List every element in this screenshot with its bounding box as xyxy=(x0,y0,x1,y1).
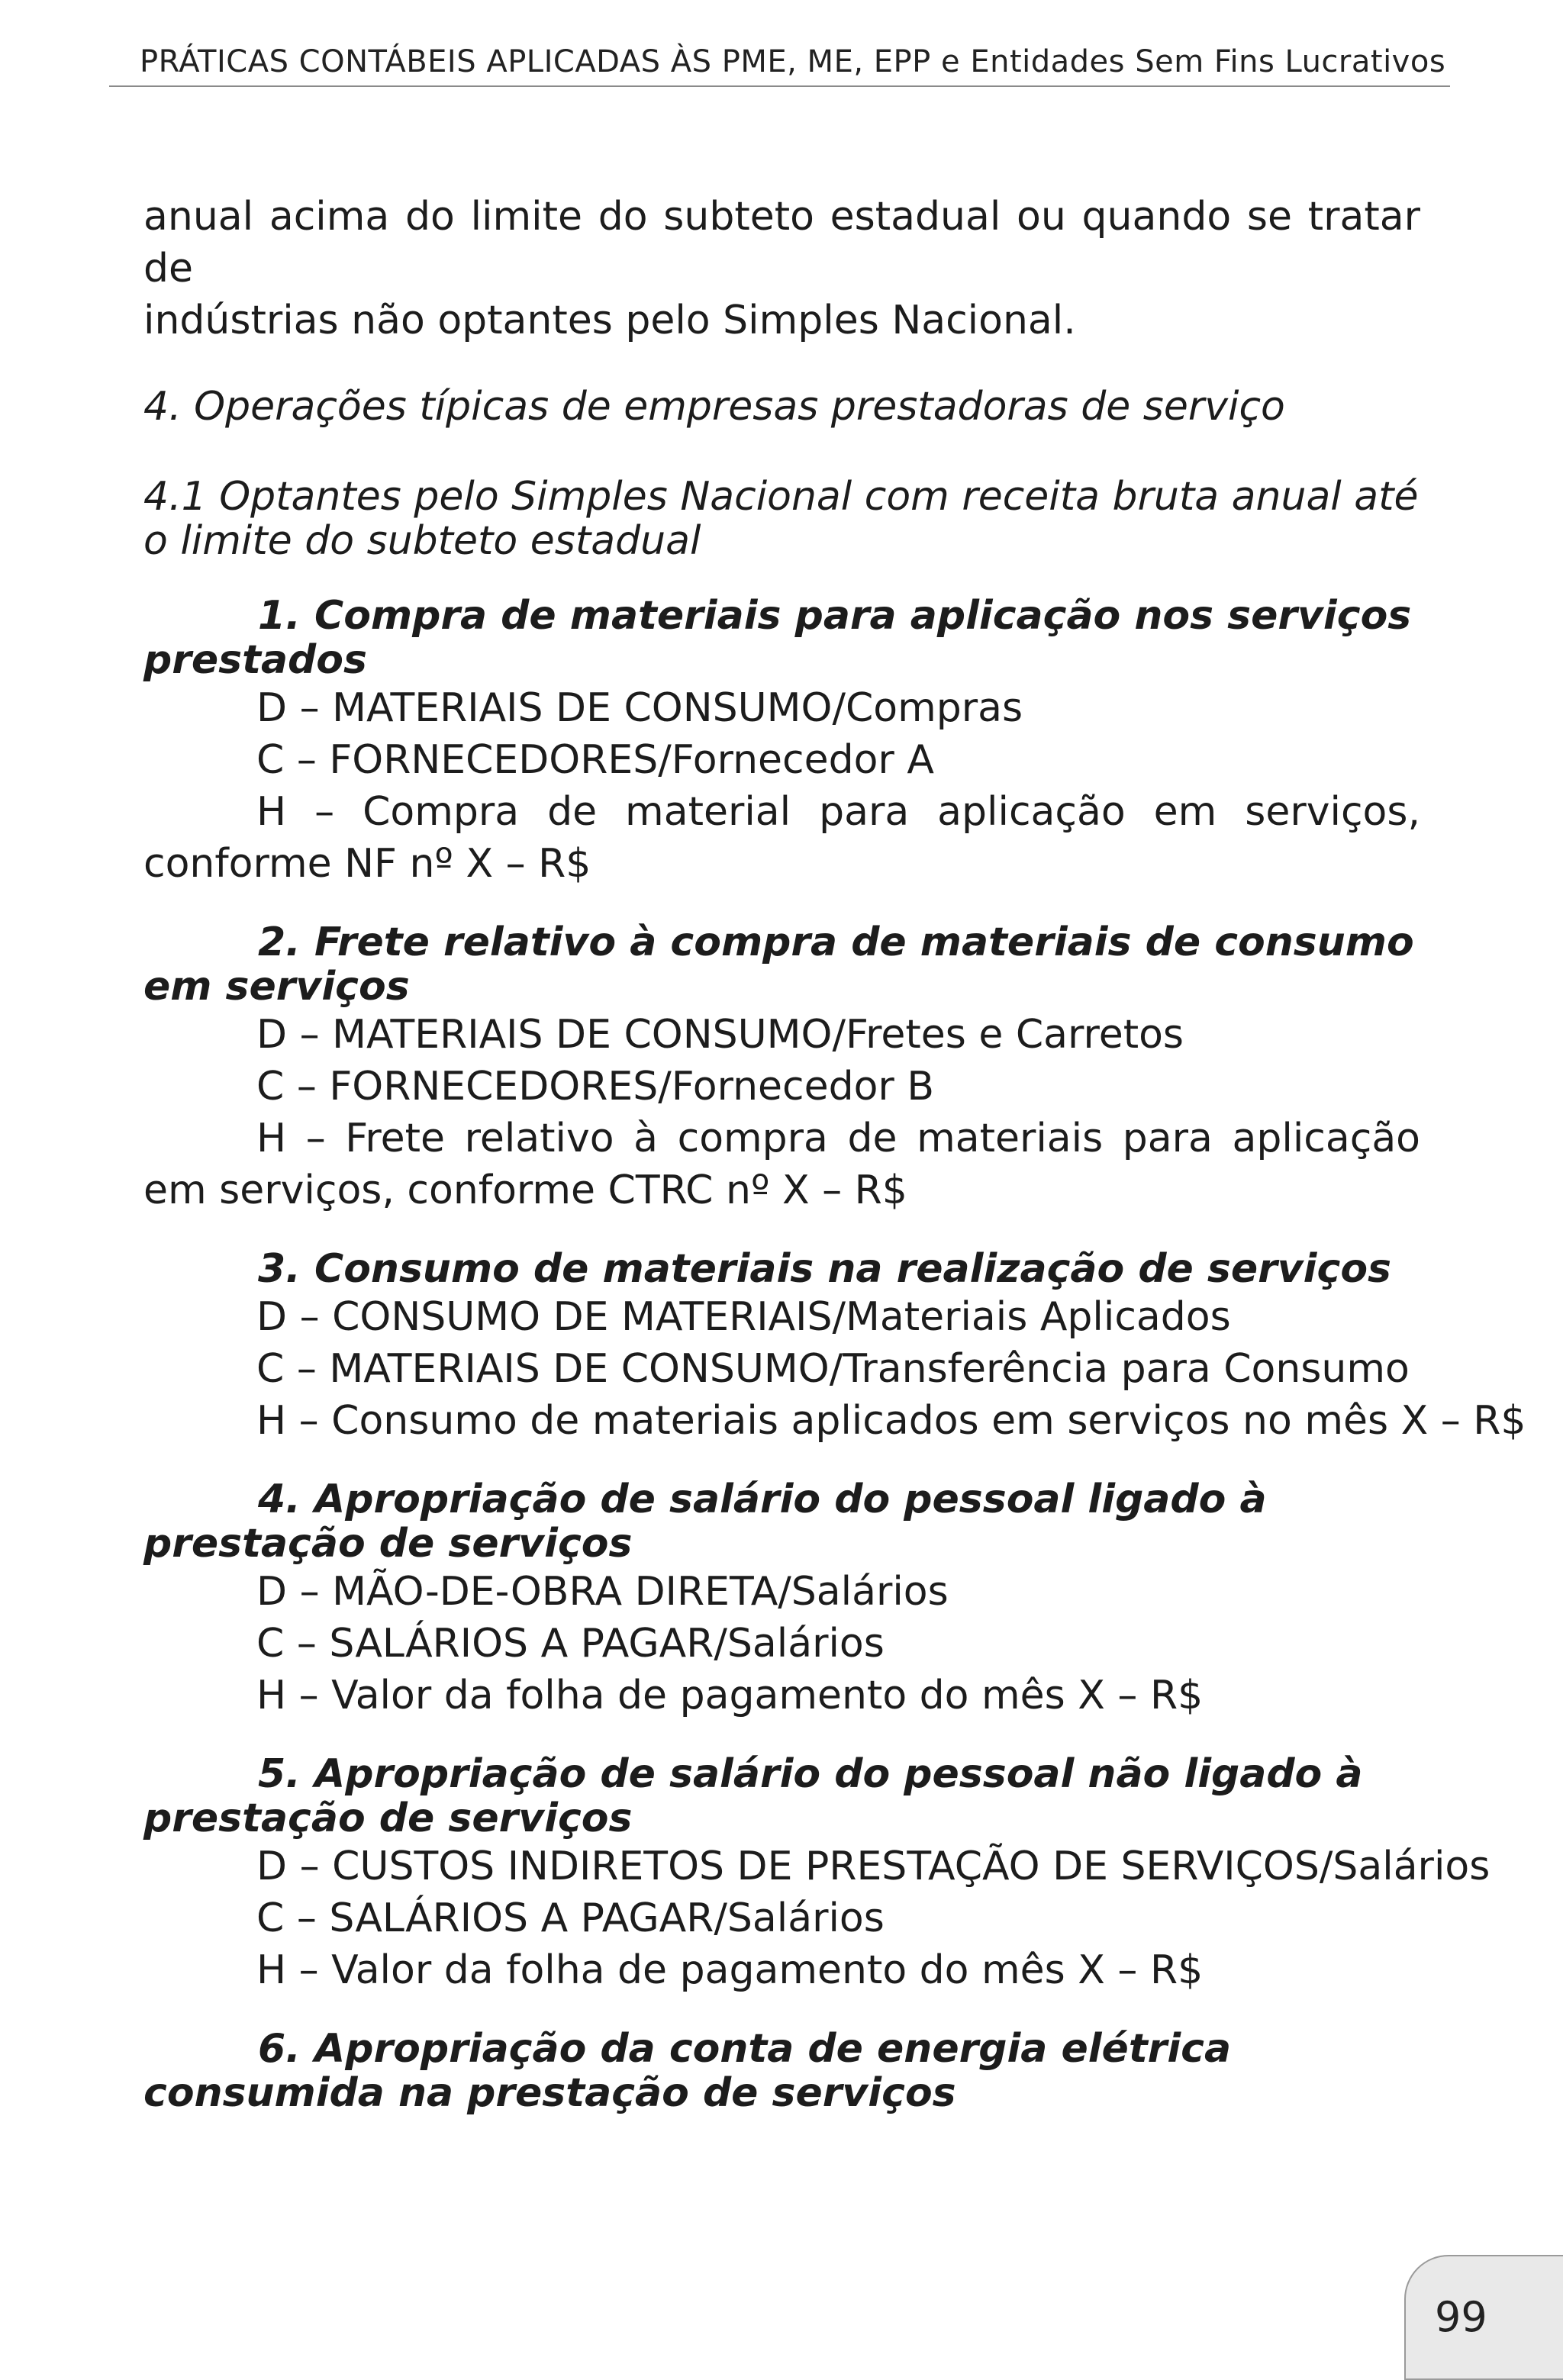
accounting-entry xyxy=(143,1751,1490,1996)
intro-line-1: anual acima do limite do subteto estadual ou quando se tratar de xyxy=(143,194,1420,291)
entry-title: 1. Compra de materiais para aplicação nos serviços prestados xyxy=(143,593,1412,683)
entry-title: 3. Consumo de materiais na realização de serviços xyxy=(258,1246,1391,1292)
credit-line: C – MATERIAIS DE CONSUMO/Transferência para Consumo xyxy=(256,1346,1410,1392)
credit-line: C – SALÁRIOS A PAGAR/Salários xyxy=(256,1621,885,1667)
section-heading: 4. Operações típicas de empresas prestadoras de serviço xyxy=(143,384,1285,430)
history-line: H – Frete relativo à compra de materiais para aplicação em serviços, conforme CTRC nº X – R$ xyxy=(143,1116,1420,1213)
subsection-heading: 4.1 Optantes pelo Simples Nacional com receita bruta anual até o limite do subteto estadual xyxy=(143,474,1419,564)
accounting-entry xyxy=(143,1477,1420,1721)
debit-line: D – MÃO-DE-OBRA DIRETA/Salários xyxy=(256,1569,949,1615)
debit-line: D – CUSTOS INDIRETOS DE PRESTAÇÃO DE SERVIÇOS/Salários xyxy=(256,1844,1490,1889)
running-header: PRÁTICAS CONTÁBEIS APLICADAS ÀS PME, ME, EPP e Entidades Sem Fins Lucrativos xyxy=(140,44,1446,79)
history-line: H – Valor da folha de pagamento do mês X – R$ xyxy=(256,1673,1204,1718)
history-line: H – Consumo de materiais aplicados em serviços no mês X – R$ xyxy=(256,1398,1526,1444)
page-body xyxy=(143,191,1526,2116)
accounting-entry xyxy=(143,920,1420,1216)
credit-line: C – SALÁRIOS A PAGAR/Salários xyxy=(256,1895,885,1941)
entry-title: 5. Apropriação de salário do pessoal não ligado à prestação de serviços xyxy=(143,1751,1363,1841)
intro-line-2: indústrias não optantes pelo Simples Nacional. xyxy=(143,298,1076,343)
credit-line: C – FORNECEDORES/Fornecedor B xyxy=(256,1064,935,1109)
spacer xyxy=(143,346,1420,385)
header-rule xyxy=(109,85,1450,87)
entry-title: 4. Apropriação de salário do pessoal ligado à prestação de serviços xyxy=(143,1477,1267,1567)
credit-line: C – FORNECEDORES/Fornecedor A xyxy=(256,737,934,783)
page-number: 99 xyxy=(1435,2293,1487,2341)
accounting-entry xyxy=(143,2027,1420,2115)
debit-line: D – MATERIAIS DE CONSUMO/Fretes e Carretos xyxy=(256,1012,1184,1058)
entry-title: 2. Frete relativo à compra de materiais de consumo em serviços xyxy=(143,919,1414,1010)
spacer xyxy=(143,429,1420,475)
entry-title: 6. Apropriação da conta de energia elétrica consumida na prestação de serviços xyxy=(143,2026,1232,2116)
history-line: H – Compra de material para aplicação em serviços, conforme NF nº X – R$ xyxy=(143,789,1420,887)
debit-line: D – MATERIAIS DE CONSUMO/Compras xyxy=(256,685,1023,731)
history-line: H – Valor da folha de pagamento do mês X – R$ xyxy=(256,1947,1204,1993)
accounting-entry xyxy=(143,1246,1526,1447)
accounting-entry xyxy=(143,594,1420,890)
debit-line: D – CONSUMO DE MATERIAIS/Materiais Aplicados xyxy=(256,1294,1231,1340)
